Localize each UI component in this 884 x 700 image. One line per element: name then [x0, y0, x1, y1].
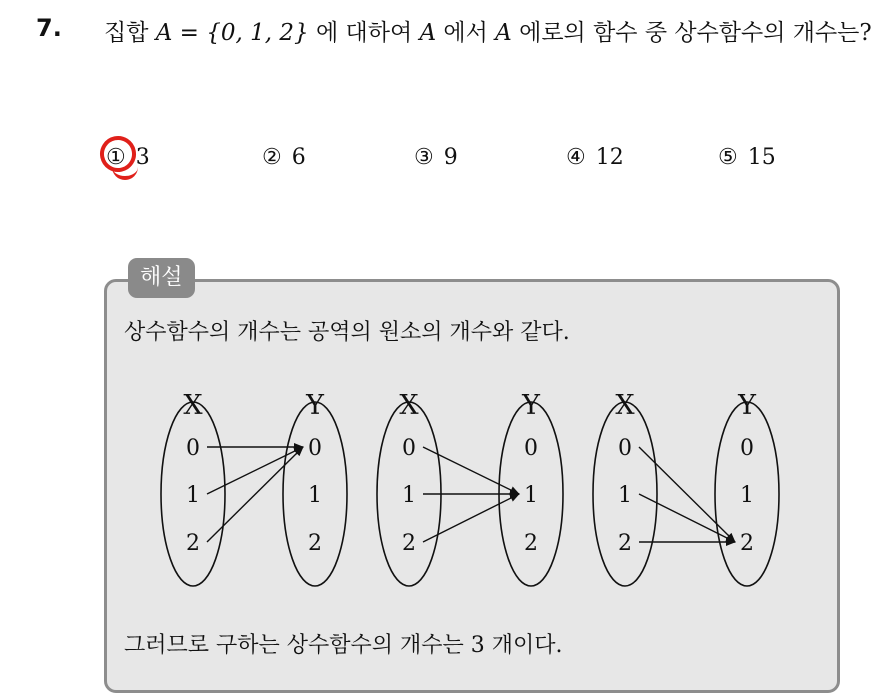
codomain-element: 0: [524, 436, 538, 461]
choice-value: 6: [291, 145, 306, 170]
domain-element: 1: [618, 483, 632, 508]
codomain-element: 2: [308, 531, 322, 556]
domain-element: 0: [618, 436, 632, 461]
set-variable: A: [495, 20, 512, 46]
set-variable: A: [419, 20, 437, 46]
choice-value: 12: [595, 145, 624, 170]
question-text-part: 에로의 함수 중 상수함수의 개수는?: [511, 20, 872, 46]
mapping-arrow: [207, 447, 303, 542]
domain-element: 2: [618, 531, 632, 556]
codomain-label: Y: [738, 390, 756, 421]
question-text-part: 에 대하여: [308, 20, 420, 46]
choice-marker: ②: [262, 145, 282, 170]
function-diagrams: [140, 380, 790, 596]
choice-5[interactable]: [718, 145, 776, 170]
domain-label: X: [399, 390, 419, 421]
solution-tag: 해설: [128, 258, 195, 298]
solution-line-2: 그러므로 구하는 상수함수의 개수는 3 개이다.: [124, 633, 563, 658]
choice-2[interactable]: [262, 145, 306, 170]
domain-element: 2: [186, 531, 200, 556]
codomain-label: Y: [306, 390, 324, 421]
codomain-element: 0: [740, 436, 754, 461]
domain-element: 0: [402, 436, 416, 461]
domain-element: 1: [402, 483, 416, 508]
solution-line-1: 상수함수의 개수는 공역의 원소의 개수와 같다.: [124, 320, 570, 345]
set-expression: A = {0, 1, 2}: [155, 20, 309, 46]
question-text-part: 집합: [104, 20, 156, 46]
choice-value: 9: [443, 145, 458, 170]
mapping-arrow: [423, 494, 519, 542]
question-text-part: 에서: [436, 20, 496, 46]
domain-label: X: [183, 390, 203, 421]
codomain-element: 1: [524, 483, 538, 508]
choice-value: 15: [747, 145, 776, 170]
choice-3[interactable]: [414, 145, 458, 170]
codomain-element: 2: [524, 531, 538, 556]
mapping-arrow: [639, 447, 735, 542]
choice-marker: ①: [106, 145, 126, 170]
choice-1[interactable]: [106, 145, 150, 170]
choice-marker: ⑤: [718, 145, 738, 170]
mapping-arrow: [423, 447, 519, 494]
codomain-element: 2: [740, 531, 754, 556]
domain-element: 0: [186, 436, 200, 461]
choice-marker: ③: [414, 145, 434, 170]
domain-label: X: [615, 390, 635, 421]
question-text: [104, 14, 874, 52]
choice-marker: ④: [566, 145, 586, 170]
domain-element: 1: [186, 483, 200, 508]
codomain-element: 0: [308, 436, 322, 461]
codomain-element: 1: [740, 483, 754, 508]
codomain-element: 1: [308, 483, 322, 508]
question-number: 7.: [36, 14, 62, 42]
choice-value: 3: [135, 145, 150, 170]
codomain-label: Y: [522, 390, 540, 421]
choice-4[interactable]: [566, 145, 624, 170]
domain-element: 2: [402, 531, 416, 556]
